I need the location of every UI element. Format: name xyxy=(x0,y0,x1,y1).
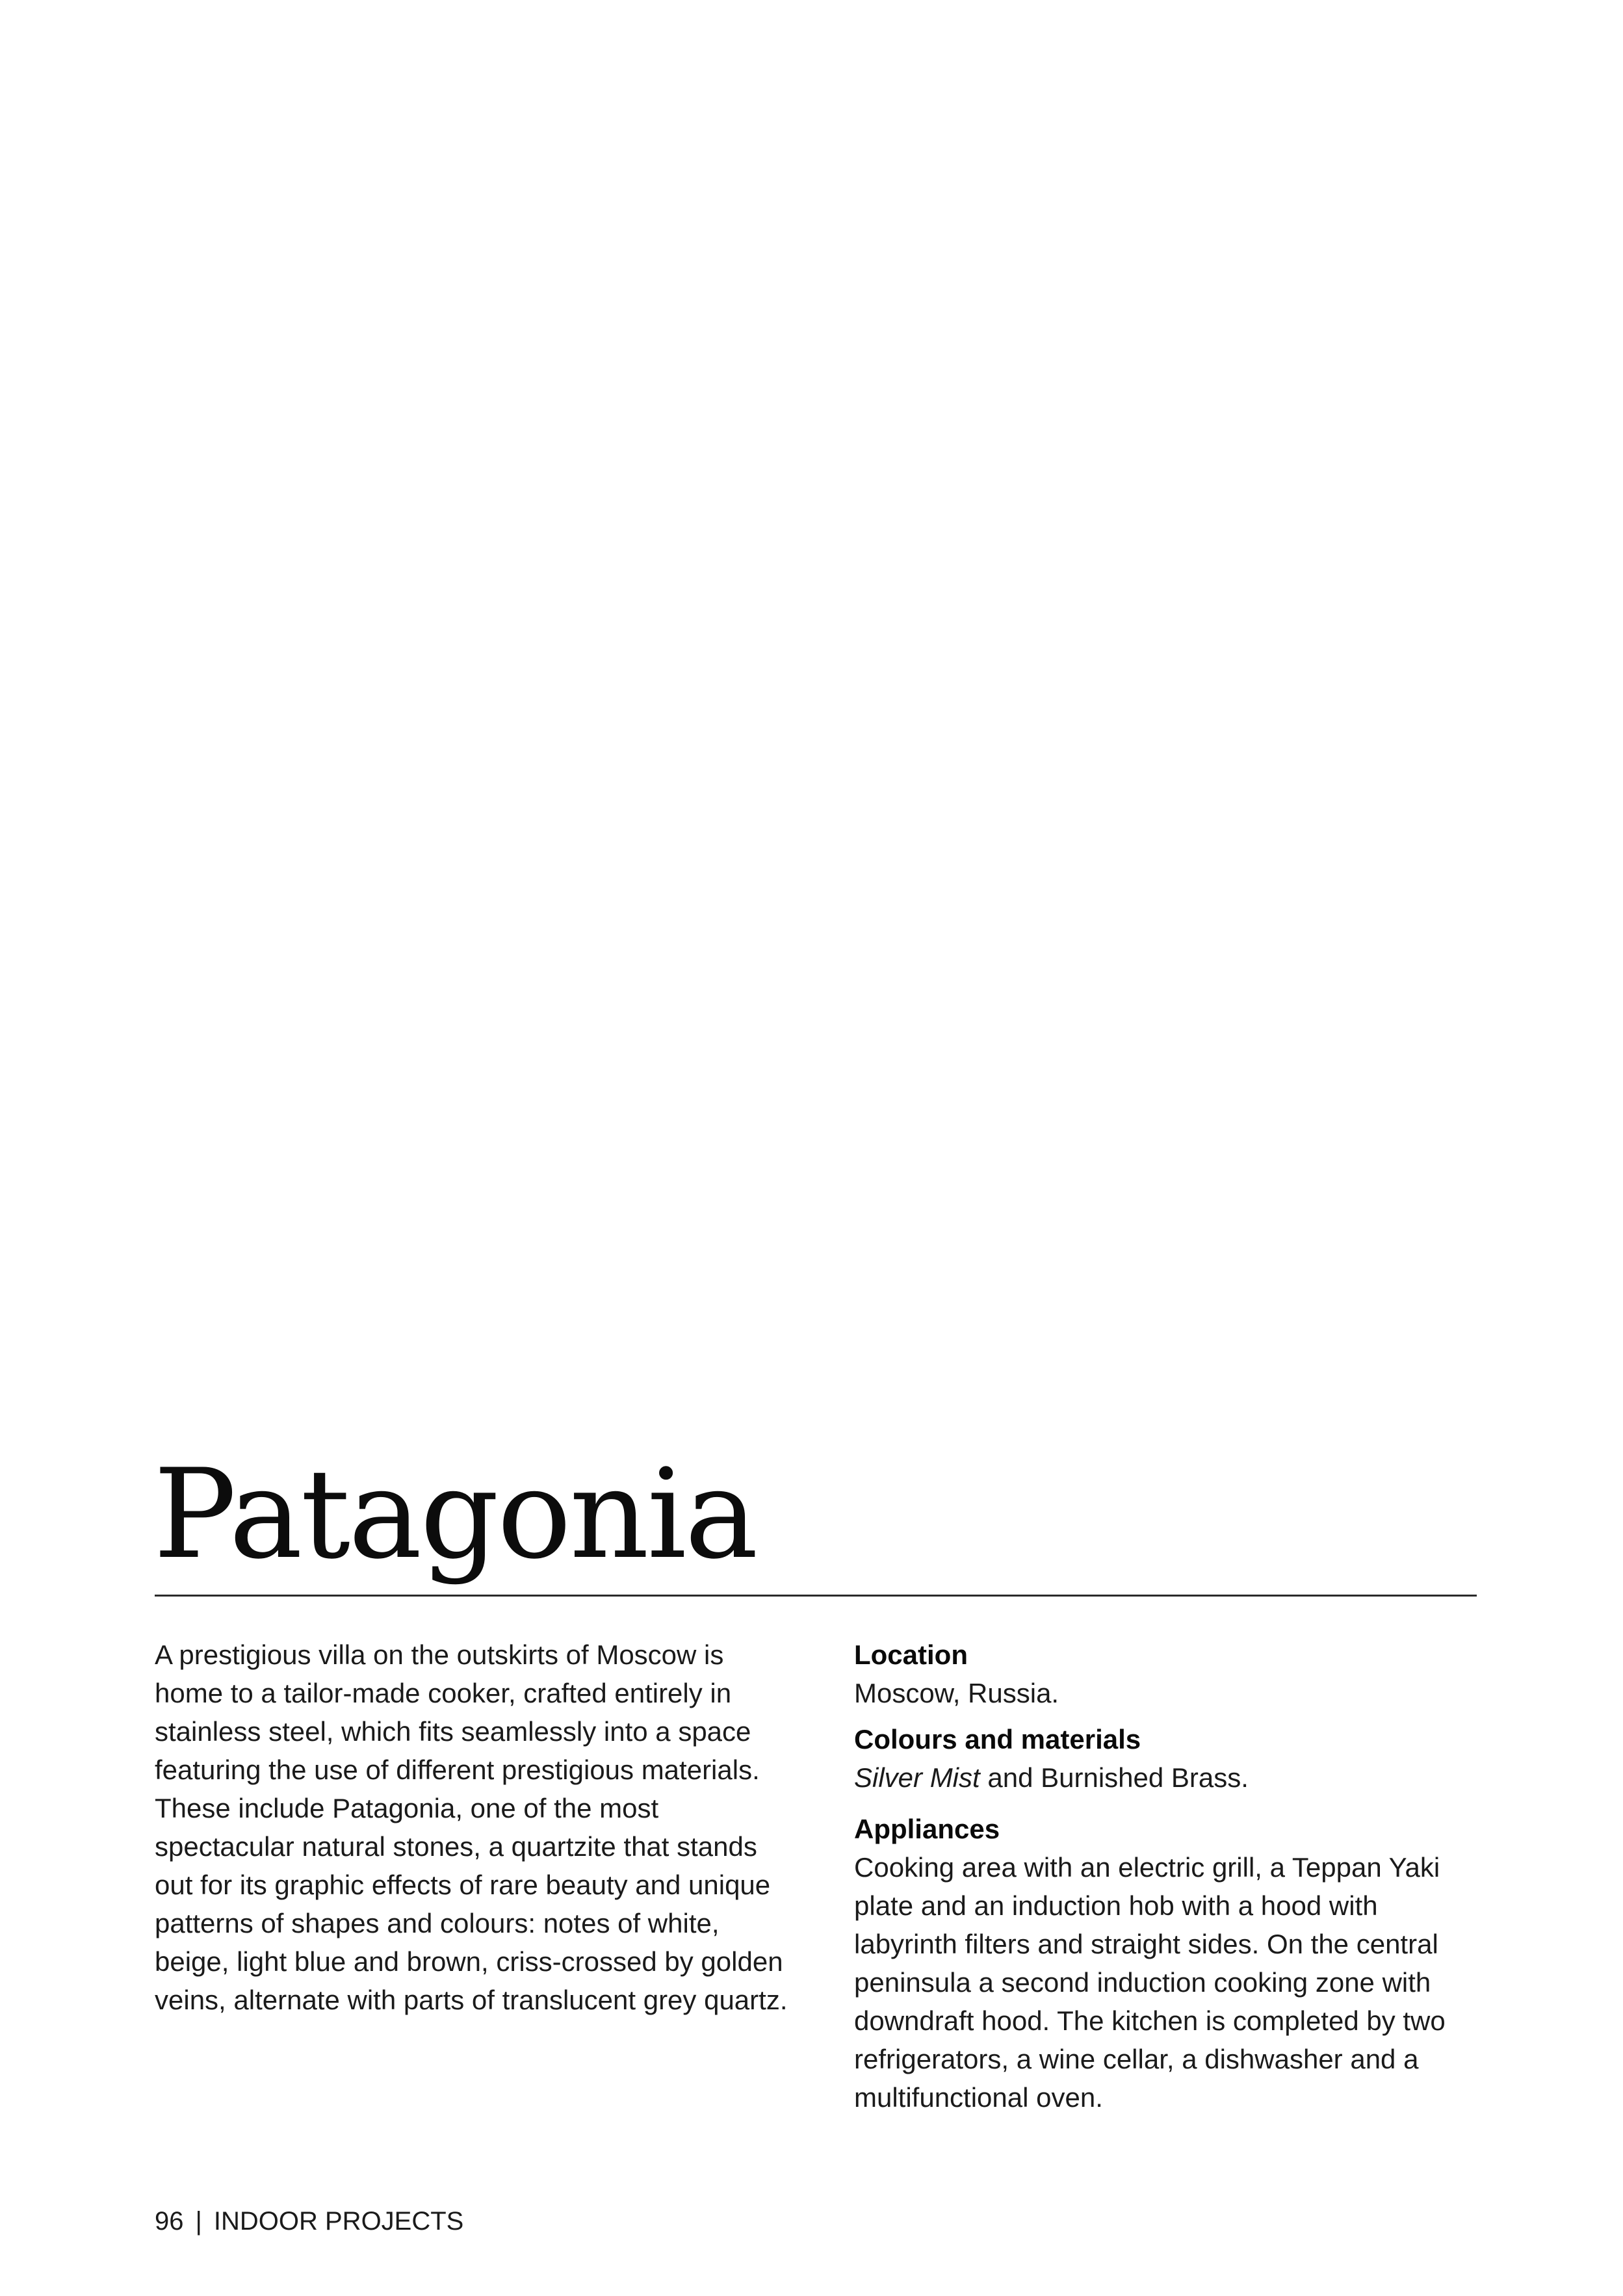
colours-value xyxy=(854,1758,1478,1797)
page-title: Patagonia xyxy=(153,1442,757,1586)
location-block xyxy=(854,1636,1478,1712)
page-number: 96 xyxy=(155,2207,184,2236)
footer-separator: | xyxy=(195,2207,202,2236)
colours-label: Colours and materials xyxy=(854,1724,1141,1755)
appliances-value: Cooking area with an electric grill, a Teppan Yaki plate and an induction hob with a hood with labyrinth filters and straight sides. On the central peninsula a second induction cooking zone with downdraft hood. The kitchen is completed by two refrigerators, a wine cellar, a dishwasher and a multifunctional oven. xyxy=(854,1852,1446,2113)
appliances-label: Appliances xyxy=(854,1814,1000,1844)
page-footer xyxy=(155,2205,463,2237)
location-label: Location xyxy=(854,1639,968,1670)
colours-value-rest: and Burnished Brass. xyxy=(980,1762,1249,1793)
colours-block xyxy=(854,1720,1478,1797)
appliances-block xyxy=(854,1810,1478,2117)
section-name: INDOOR PROJECTS xyxy=(213,2207,464,2236)
colours-value-italic: Silver Mist xyxy=(854,1762,980,1793)
location-value: Moscow, Russia. xyxy=(854,1678,1059,1708)
title-divider xyxy=(155,1595,1477,1597)
project-info xyxy=(854,1636,1478,2124)
project-description: A prestigious villa on the outskirts of Moscow is home to a tailor-made cooker, crafted entirely in stainless steel, which fits seamlessly into a space featuring the use of different prestigious materials. These include Patagonia, one of the most spectacular natural stones, a quartzite that stands out for its graphic effects of rare beauty and unique patterns of shapes and colours: notes of white, beige, light blue and brown, criss-crossed by golden veins, alternate with parts of translucent grey quartz. xyxy=(155,1639,788,2015)
